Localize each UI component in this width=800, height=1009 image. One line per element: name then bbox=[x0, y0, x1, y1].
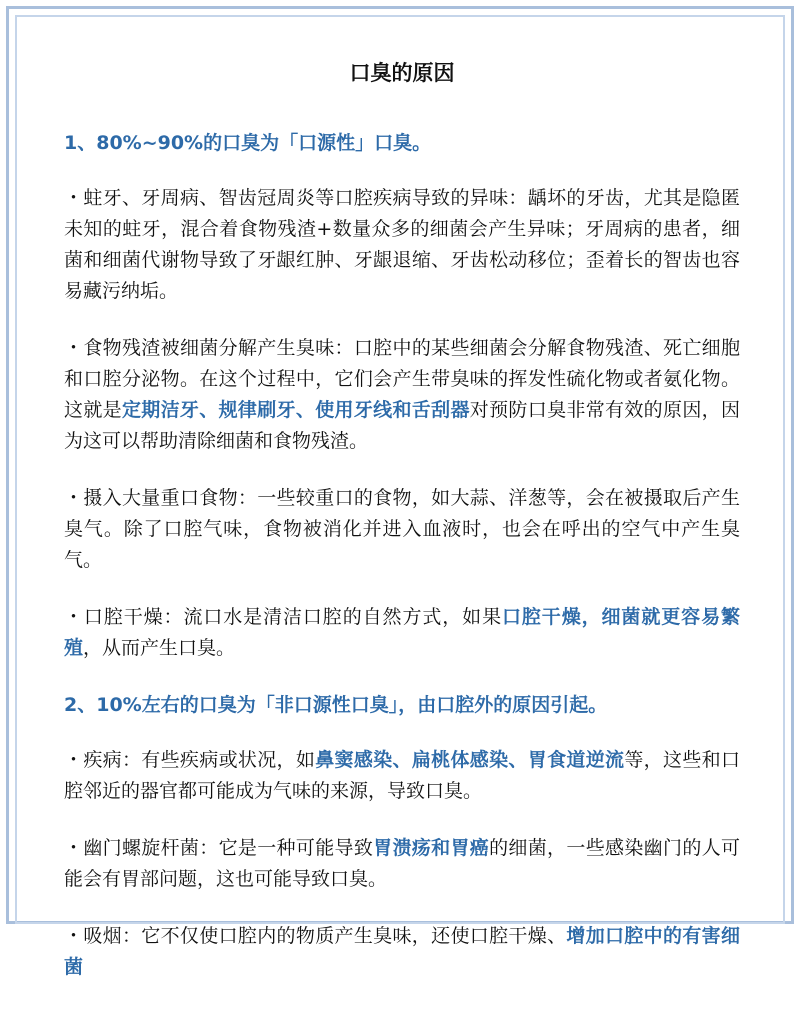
paragraph-dry-mouth bbox=[64, 602, 740, 664]
highlight-text: 胃溃疡和胃癌 bbox=[373, 837, 490, 859]
highlight-text: 定期洁牙、规律刷牙、使用牙线和舌刮器 bbox=[121, 399, 470, 421]
highlight-text: 口腔干燥，细菌就更容易繁殖 bbox=[64, 606, 740, 659]
page-title: 口臭的原因 bbox=[349, 61, 455, 85]
paragraph-text: ・口腔干燥：流口水是清洁口腔的自然方式，如果 bbox=[64, 606, 502, 628]
section-heading-non-oral: 2、10%左右的口臭为「非口源性口臭」，由口腔外的原因引起。 bbox=[64, 694, 608, 716]
paragraph-text: 等，这些和口腔邻近的器官都可能成为气味的来源，导致口臭。 bbox=[64, 749, 740, 802]
section-heading-oral: 1、80%~90%的口臭为「口源性」口臭。 bbox=[64, 132, 432, 154]
paragraph-disease bbox=[64, 745, 740, 807]
paragraph-text: ・疾病：有些疾病或状况，如 bbox=[64, 749, 316, 771]
paragraph-heavy-food: ・摄入大量重口食物：一些较重口的食物，如大蒜、洋葱等，会在被摄取后产生臭气。除了口腔气味，食物被消化并进入血液时，也会在呼出的空气中产生臭气。 bbox=[64, 487, 740, 571]
paragraph-text: ・吸烟：它不仅使口腔内的物质产生臭味，还使口腔干燥、 bbox=[64, 925, 567, 947]
paragraph-tooth-disease: ・蛀牙、牙周病、智齿冠周炎等口腔疾病导致的异味：龋坏的牙齿，尤其是隐匿未知的蛀牙，混合着食物残渣+数量众多的细菌会产生异味；牙周病的患者，细菌和细菌代谢物导致了牙龈红肿、牙龈退缩、牙齿松动移位；歪着长的智齿也容易藏污纳垢。 bbox=[64, 187, 740, 302]
paragraph-text: ・食物残渣被细菌分解产生臭味：口腔中的某些细菌会分解食物残渣、死亡细胞和口腔分泌物。在这个过程中，它们会产生带臭味的挥发性硫化物或者氨化物。这就是 bbox=[64, 337, 740, 421]
paragraph-text: 的细菌，一些感染幽门的人可能会有胃部问题，这也可能导致口臭。 bbox=[64, 837, 740, 890]
highlight-text: 鼻窦感染、扁桃体感染、胃食道逆流 bbox=[315, 749, 625, 771]
paragraph-text: 对预防口臭非常有效的原因，因为这可以帮助清除细菌和食物残渣。 bbox=[64, 399, 740, 452]
paragraph-smoking bbox=[64, 921, 740, 983]
paragraph-food-residue bbox=[64, 333, 740, 457]
article-content bbox=[64, 58, 740, 1009]
highlight-text: 增加口腔中的有害细菌 bbox=[64, 925, 740, 978]
paragraph-text: ・幽门螺旋杆菌：它是一种可能导致 bbox=[64, 837, 374, 859]
paragraph-text: ，从而产生口臭。 bbox=[83, 637, 236, 659]
paragraph-helicobacter bbox=[64, 833, 740, 895]
